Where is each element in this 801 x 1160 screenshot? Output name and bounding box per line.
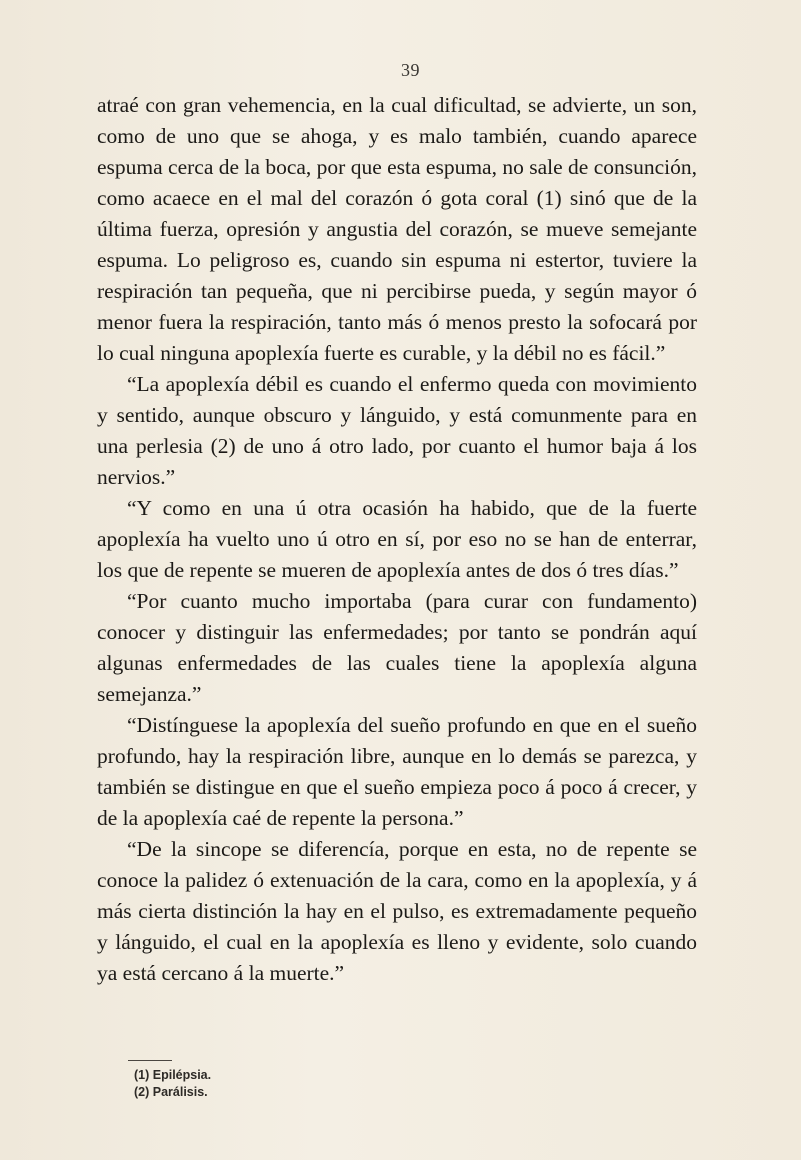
paragraph: “Por cuanto mucho importaba (para curar con fundamento) conocer y distinguir las enfermedades; por tanto se pondrán aquí algunas enfermedades de las cuales tiene la apoplexía alguna semejanza.”	[97, 589, 697, 706]
footnotes	[134, 1060, 434, 1101]
paragraph: “Distínguese la apoplexía del sueño profundo en que en el sueño profundo, hay la respiración libre, aunque en lo demás se parezca, y también se distingue en que el sueño empieza poco á poco á crecer, y de la apoplexía caé de repente la persona.”	[97, 713, 697, 830]
footnote: (1) Epilépsia.	[134, 1068, 212, 1082]
paragraph: “De la sincope se diferencía, porque en esta, no de repente se conoce la palidez ó extenuación de la cara, como en la apoplexía, y á más cierta distinción la hay en el pulso, es extremadamente pequeño y lánguido, el cual en la apoplexía es lleno y evidente, solo cuando ya está cercano á la muerte.”	[97, 837, 697, 985]
page-number: 39	[401, 60, 420, 80]
footnote: (2) Parálisis.	[134, 1085, 208, 1099]
paragraph: “Y como en una ú otra ocasión ha habido, que de la fuerte apoplexía ha vuelto uno ú otro en sí, por eso no se han de enterrar, los que de repente se mueren de apoplexía antes de dos ó tres días.”	[97, 496, 697, 582]
paragraph: “La apoplexía débil es cuando el enfermo queda con movimiento y sentido, aunque obscuro y lánguido, y está comunmente para en una perlesia (2) de uno á otro lado, por cuanto el humor baja á los nervios.”	[97, 372, 697, 489]
body-text	[97, 90, 697, 989]
footnote-divider	[128, 1060, 172, 1061]
paragraph: atraé con gran vehemencia, en la cual dificultad, se advierte, un son, como de uno que se ahoga, y es malo también, cuando aparece espuma cerca de la boca, por que esta espuma, no sale de consunción, como acaece en el mal del corazón ó gota coral (1) sinó que de la última fuerza, opresión y angustia del corazón, se mueve semejante espuma. Lo peligroso es, cuando sin espuma ni estertor, tuviere la respiración tan pequeña, que ni percibirse pueda, y según mayor ó menor fuera la respiración, tanto más ó menos presto la sofocará por lo cual ninguna apoplexía fuerte es curable, y la débil no es fácil.”	[97, 93, 697, 365]
